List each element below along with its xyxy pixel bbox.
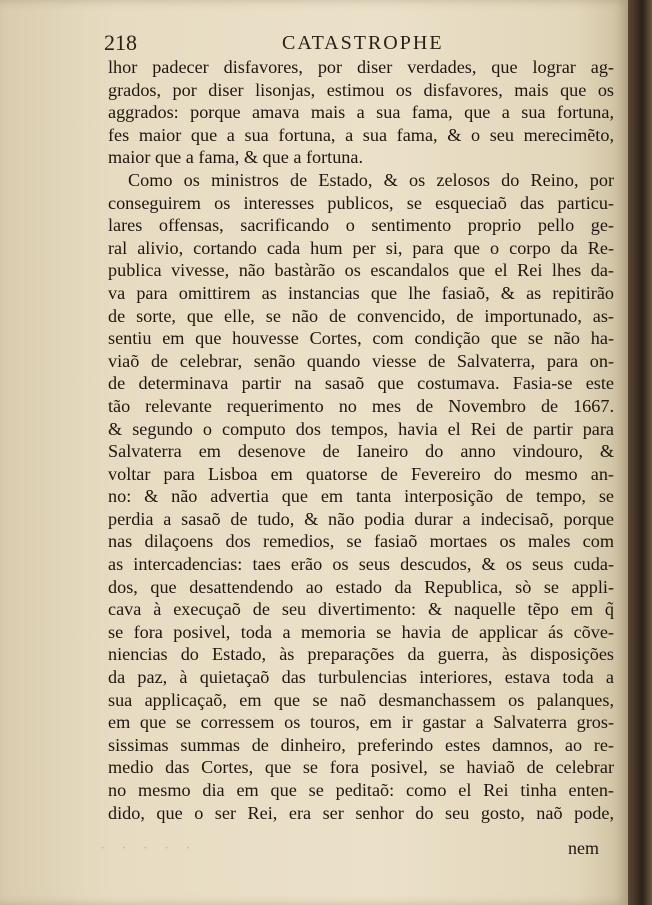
text-line: as intercadencias: taes erão os seus descudos, & os seus cuda- — [108, 554, 614, 575]
text-line: dido, que o ser Rei, era ser senhor do seu gosto, naõ pode, — [108, 802, 614, 823]
text-line: perdia a sasaõ de tudo, & não podia durar a indecisaõ, porque — [108, 508, 614, 529]
page-edge — [628, 0, 652, 905]
text-line: lares offensas, sacrificando o sentimento proprio pello ge- — [108, 215, 614, 236]
text-line: viaõ de celebrar, senão quando viesse de Salvaterra, para on- — [108, 350, 614, 371]
text-line: fes maior que a sua fortuna, a sua fama, & o seu merecimẽto, — [108, 124, 614, 145]
text-line: no mesmo dia em que se peditaõ: como el Rei tinha enten- — [108, 780, 614, 800]
text-line: ral alivio, cortando cada hum per si, para que o corpo da Re- — [108, 237, 614, 258]
text-line: medio das Cortes, que se fora posivel, se haviaõ de celebrar — [108, 757, 614, 778]
text-line: em que se corressem os touros, em ir gastar a Salvaterra gros- — [108, 712, 614, 733]
text-line: da paz, à quietaçaõ das turbulencias interiores, estava toda a — [108, 667, 614, 688]
text-line: no: & não advertia que em tanta interposição de tempo, se — [108, 486, 614, 507]
text-line: sissimas summas de dinheiro, preferindo estes damnos, ao re- — [108, 734, 614, 755]
text-line: tão relevante requerimento no mes de Novembro de 1667. — [108, 395, 614, 416]
text-line: va para omittirem as instancias que lhe fasiaõ, & as repitirão — [108, 282, 614, 303]
text-line: se fora posivel, toda a memoria se havia de applicar ás cõve- — [108, 621, 614, 642]
text-line: lhor padecer disfavores, por diser verdades, que lograr ag- — [108, 57, 614, 77]
text-line: Como os ministros de Estado, & os zelosos do Reino, por — [128, 169, 614, 190]
text-line: publica vivesse, não bastàrão os escandalos que el Rei lhes da- — [108, 260, 614, 281]
text-line: & segundo o computo dos tempos, havia el Rei de partir para — [108, 418, 614, 439]
text-line: sua applicaçaõ, em que se naõ desmanchassem os palanques, — [108, 689, 614, 710]
text-line: grados, por diser lisonjas, estimou os disfavores, mais que os — [108, 79, 614, 100]
text-line: aggrados: porque amava mais a sua fama, que a sua fortuna, — [108, 102, 614, 123]
catchword: nem — [568, 838, 599, 858]
text-line: de determinava partir na sasaõ que costumava. Fasia-se este — [108, 373, 614, 394]
body-text — [108, 56, 614, 824]
text-line: niencias do Estado, às preparações da guerra, às disposições — [108, 644, 614, 665]
text-line: conseguirem os interesses publicos, se esqueciaõ das particu- — [108, 192, 614, 213]
text-line: de sorte, que elle, se não de convencido, de importunado, as- — [108, 305, 614, 326]
show-through-text: · · · · · — [100, 840, 197, 857]
running-head: CATASTROPHE — [282, 32, 444, 54]
text-line: voltar para Lisboa em quatorse de Fevereiro do mesmo an- — [108, 463, 614, 484]
text-line: sentiu em que houvesse Cortes, com condição que se não ha- — [108, 328, 614, 349]
text-line: Salvaterra em desenove de Ianeiro do anno vindouro, & — [108, 441, 614, 462]
text-line: maior que a fama, & que a fortuna. — [108, 147, 364, 168]
page-number: 218 — [104, 30, 137, 55]
text-line: nas dilaçoens dos remedios, se fasiaõ mortaes os males com — [108, 531, 614, 552]
text-line: cava à execuçaõ de seu divertimento: & naquelle tẽpo em q̃ — [108, 599, 614, 620]
text-line: dos, que desattendendo ao estado da Republica, sò se appli- — [108, 576, 614, 597]
